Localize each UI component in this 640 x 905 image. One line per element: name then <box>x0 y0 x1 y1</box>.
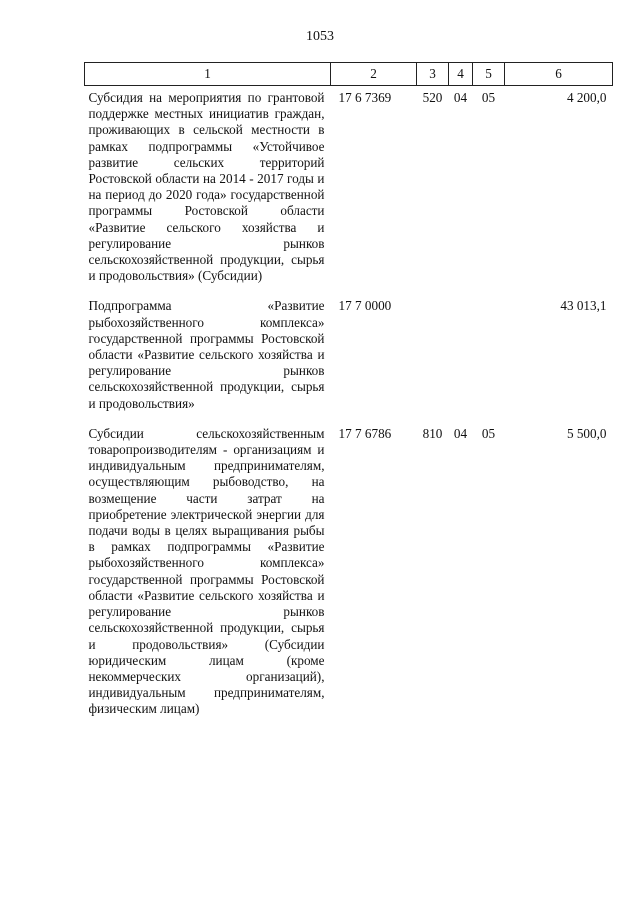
row-col-5: 05 <box>481 425 496 441</box>
row-col-3 <box>417 294 449 421</box>
row-col-3: 520 <box>422 90 443 105</box>
row-target-code: 17 7 0000 <box>338 298 392 314</box>
header-row <box>85 63 613 86</box>
row-target-code: 17 6 7369 <box>338 90 392 105</box>
row-col-5: 05 <box>481 90 496 105</box>
row-description: Подпрограмма «Развитие рыбохозяйственного комплекса» государственной программы Ростовской области «Развитие сельского хозяйства и регулирование рынков сельскохозяйственной продукции, сырья и продовольствия» <box>88 298 325 411</box>
header-col-5: 5 <box>473 63 505 86</box>
header-col-1: 1 <box>85 63 331 86</box>
row-amount: 4 200,0 <box>566 90 607 105</box>
table-row <box>85 86 613 295</box>
table-body <box>85 86 613 728</box>
header-col-2: 2 <box>331 63 417 86</box>
table-row <box>85 294 613 421</box>
table-header <box>85 63 613 86</box>
page-number: 1053 <box>306 29 334 44</box>
row-description: Субсидии сельскохозяйственным товаропроизводителям - организациям и индивидуальным предпринимателям, осуществляющим рыбоводство, на возмещение части затрат на приобретение электрической энергии для подачи воды в целях выращивания рыбы в рамках подпрограммы «Развитие рыбохозяйственного комплекса» государственной программы Ростовской области «Развитие сельского хозяйства и регулирование рынков сельскохозяйственной продукции, сырья и продовольствия» (Субсидии юридическим лицам (кроме некоммерческих организаций), индивидуальным предпринимателям, физическим лицам) <box>88 425 325 717</box>
row-target-code: 17 7 6786 <box>338 425 392 441</box>
header-col-6: 6 <box>505 63 613 86</box>
row-col-4 <box>449 294 473 421</box>
row-amount: 5 500,0 <box>566 425 607 441</box>
budget-table <box>84 62 613 728</box>
row-col-5 <box>473 294 505 421</box>
header-col-4: 4 <box>449 63 473 86</box>
header-col-3: 3 <box>417 63 449 86</box>
row-description: Субсидия на мероприятия по грантовой поддержке местных инициатив граждан, проживающих в сельской местности в рамках подпрограммы «Устойчивое развитие сельских территорий Ростовской области на 2014 - 2017 годы и на период до 2020 года» государственной программы Ростовской области «Развитие сельского хозяйства и регулирование рынков сельскохозяйственной продукции, сырья и продовольствия» (Субсидии) <box>88 90 325 284</box>
row-col-3: 810 <box>422 425 443 441</box>
row-col-4: 04 <box>453 90 468 105</box>
row-amount: 43 013,1 <box>560 298 607 314</box>
table-row <box>85 422 613 728</box>
row-col-4: 04 <box>453 425 468 441</box>
